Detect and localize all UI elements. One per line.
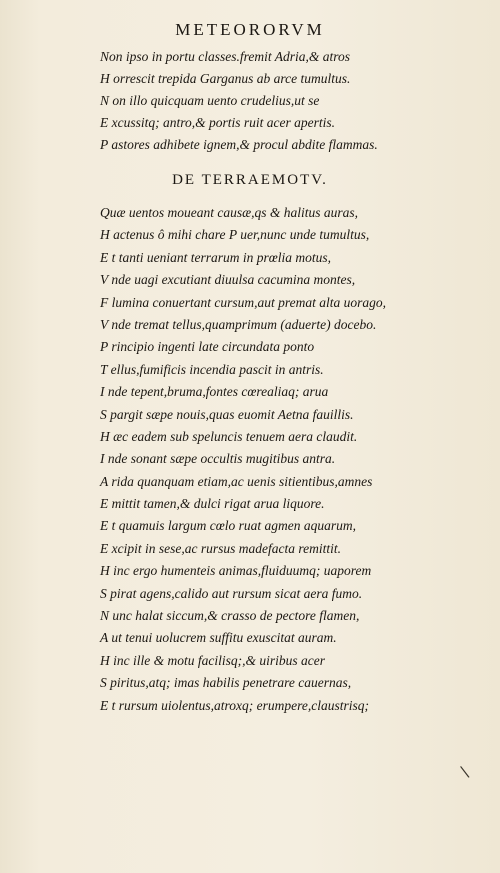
- verse-line: P astores adhibete ignem,& procul abdite flammas.: [100, 137, 378, 152]
- verse-line: Quæ uentos moueant causæ,qs & halitus auras,: [100, 205, 359, 220]
- verse-line: V nde uagi excutiant diuulsa cacumina montes,: [100, 272, 356, 288]
- verse-line: S pirat agens,calido aut rursum sicat aera fumo.: [100, 585, 363, 601]
- verse-line: H orrescit trepida Garganus ab arce tumultus.: [100, 71, 351, 86]
- verse-line: V nde tremat tellus,quamprimum (aduerte) docebo.: [100, 316, 377, 332]
- verse-line: Non ipso in portu classes.fremit Adria,& atros: [100, 49, 351, 64]
- verse-line: P rincipio ingenti late circundata ponto: [100, 339, 315, 355]
- verse-line: H inc ergo humenteis animas,fluiduumq; uaporem: [100, 563, 372, 579]
- verse-line: I nde sonant sæpe occultis mugitibus antra.: [100, 451, 336, 467]
- verse-line: H æc eadem sub speluncis tenuem aera claudit.: [100, 428, 358, 444]
- verse-line: E xcussitq; antro,& portis ruit acer apertis.: [100, 115, 335, 130]
- verse-line: E xcipit in sese,ac rursus madefacta remittit.: [100, 540, 341, 556]
- verse-line: S piritus,atq; imas habilis penetrare cauernas,: [100, 675, 352, 691]
- section-heading: DE TERRAEMOTV.: [172, 172, 328, 188]
- verse-line: N unc halat siccum,& crasso de pectore flamen,: [100, 608, 360, 624]
- verse-line: I nde tepent,bruma,fontes cœrealiaq; arua: [100, 384, 329, 400]
- verse-line: E t rursum uiolentus,atroxq; erumpere,claustrisq;: [100, 697, 369, 713]
- verse-line: A rida quanquam etiam,ac uenis sitientibus,amnes: [100, 473, 373, 489]
- ink-mark: \: [458, 761, 471, 782]
- verse-line: E mittit tamen,& dulci rigat arua liquore.: [100, 496, 325, 512]
- verse-line: E t quamuis largum cœlo ruat agmen aquarum,: [100, 518, 356, 534]
- verse-line: E t tanti ueniant terrarum in prœlia motus,: [100, 249, 332, 265]
- verse-line: H actenus ô mihi chare P uer,nunc unde tumultus,: [100, 227, 370, 243]
- verse-block-top: [100, 46, 480, 156]
- verse-line: A ut tenui uolucrem suffitu exuscitat auram.: [100, 630, 337, 646]
- running-head: METEORORVM: [175, 20, 325, 39]
- verse-line: H inc ille & motu facilisq;,& uiribus acer: [100, 652, 325, 668]
- verse-line: N on illo quicquam uento crudelius,ut se: [100, 93, 320, 108]
- verse-line: S pargit sæpe nouis,quas euomit Aetna fauillis.: [100, 406, 354, 422]
- verse-block-main: [100, 202, 480, 717]
- verse-line: T ellus,fumificis incendia pascit in antris.: [100, 361, 324, 377]
- verse-line: F lumina conuertant cursum,aut premat alta uorago,: [100, 294, 386, 310]
